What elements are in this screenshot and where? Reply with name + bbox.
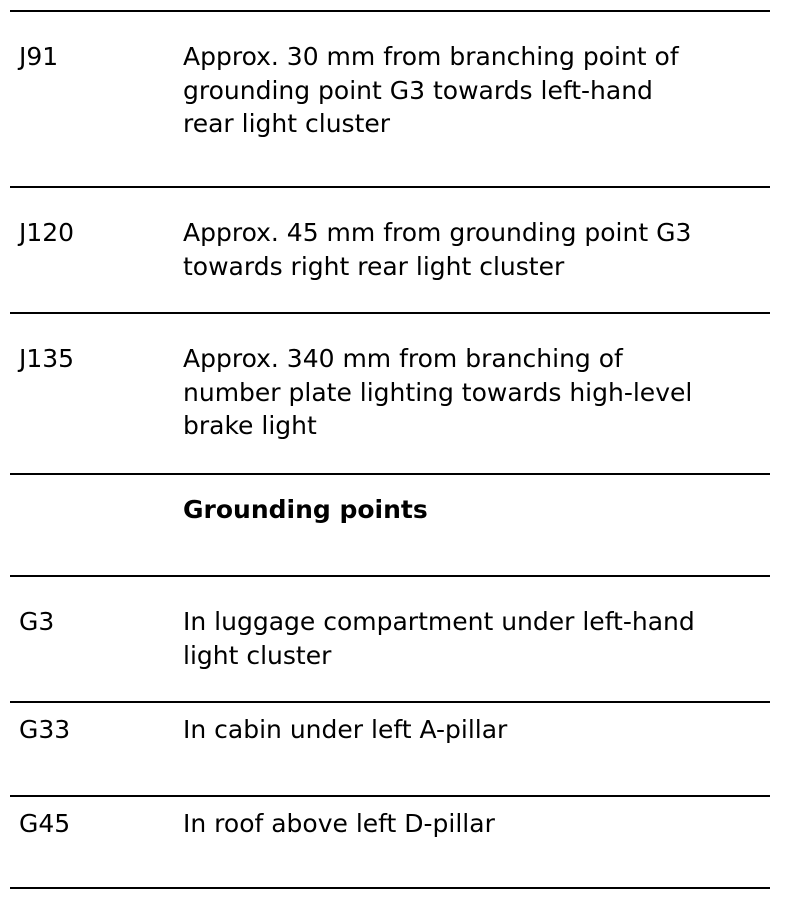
grounding-description	[183, 713, 768, 747]
connector-description	[183, 216, 768, 283]
description-line: light cluster	[183, 640, 332, 670]
description-line: In roof above left D-pillar	[183, 809, 495, 838]
description-line: rear light cluster	[183, 109, 391, 138]
table-row	[10, 575, 770, 701]
description-line: Approx. 340 mm from branching of	[183, 344, 623, 373]
location-table	[10, 10, 770, 889]
connector-code: J91	[19, 42, 59, 71]
description-line: brake light	[183, 411, 317, 440]
description-line: number plate lighting towards high-level	[183, 377, 693, 407]
description-line: Approx. 45 mm from grounding point G3	[183, 218, 692, 247]
grounding-points-heading: Grounding points	[183, 495, 428, 524]
grounding-description	[183, 807, 768, 841]
table-row	[10, 10, 770, 186]
grounding-description	[183, 605, 768, 672]
connector-description	[183, 40, 768, 141]
table-row	[10, 186, 770, 312]
section-heading-row	[10, 473, 770, 575]
table-row	[10, 312, 770, 473]
connector-description	[183, 342, 768, 443]
connector-code: J120	[19, 218, 75, 247]
table-row	[10, 701, 770, 795]
description-line: In cabin under left A-pillar	[183, 715, 508, 744]
grounding-code: G3	[19, 607, 55, 636]
grounding-code: G33	[19, 715, 71, 744]
description-line: Approx. 30 mm from branching point of	[183, 42, 679, 71]
table-row	[10, 795, 770, 889]
description-line: In luggage compartment under left-hand	[183, 607, 695, 636]
grounding-code: G45	[19, 809, 71, 838]
description-line: grounding point G3 towards left-hand	[183, 75, 653, 105]
description-line: towards right rear light cluster	[183, 251, 565, 281]
connector-code: J135	[19, 344, 75, 373]
